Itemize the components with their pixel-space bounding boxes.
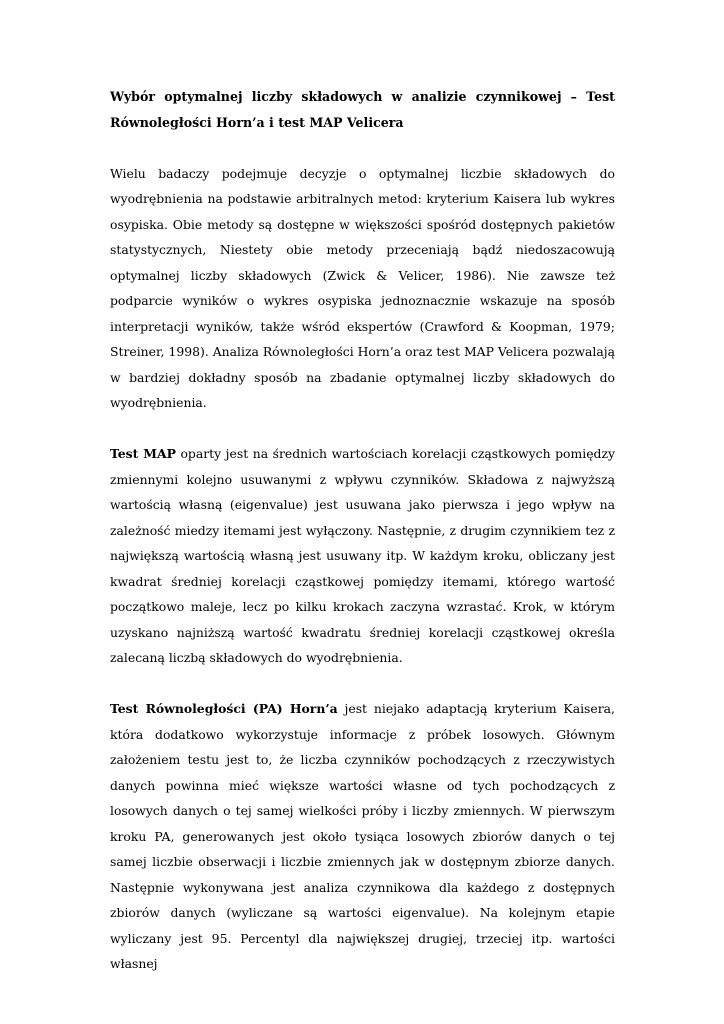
term-map-test: Test MAP <box>110 446 176 461</box>
paragraph-map-test <box>110 441 615 671</box>
paragraph-map-test-body: oparty jest na średnich wartościach korelacji cząstkowych pomiędzy zmiennymi kolejno usuwanymi z wpływu czynników. Składowa z najwyższą wartością własną (eigenvalue) jest usuwana jako pierwsza i jego wpływ na zależność miedzy itemami jest wyłączony. Następnie, z drugim czynnikiem tez z największą wartością własną jest usuwany itp. W każdym kroku, obliczany jest kwadrat średniej korelacji cząstkowej pomiędzy itemami, którego wartość początkowo maleje, lecz po kilku krokach zaczyna wzrastać. Krok, w którym uzyskano najniższą wartość kwadratu średniej korelacji cząstkowej określa zalecaną liczbą składowych do wyodrębnienia. <box>110 446 615 665</box>
spacer <box>110 416 615 442</box>
paragraph-parallel-analysis <box>110 696 615 977</box>
paragraph-intro: Wielu badaczy podejmuje decyzje o optymalnej liczbie składowych do wyodrębnienia na podstawie arbitralnych metod: kryterium Kaisera lub wykres osypiska. Obie metody są dostępne w większości spośród dostępnych pakietów statystycznych, Niestety obie metody przeceniają bądź niedoszacowują optymalnej liczby składowych (Zwick & Velicer, 1986). Nie zawsze też podparcie wyników o wykres osypiska jednoznacznie wskazuje na sposób interpretacji wyników, także wśród ekspertów (Crawford & Koopman, 1979; Streiner, 1998). Analiza Równoległości Horn’a oraz test MAP Velicera pozwalają w bardziej dokładny sposób na zbadanie optymalnej liczby składowych do wyodrębnienia. <box>110 165 615 410</box>
spacer <box>110 135 615 161</box>
paragraph-parallel-analysis-body: jest niejako adaptacją kryterium Kaisera, która dodatkowo wykorzystuje informacje z próbek losowych. Głównym założeniem testu jest to, że liczba czynników pochodzących z rzeczywistych danych powinna mieć większe wartości własne od tych pochodzących z losowych danych o tej samej wielkości próby i liczby zmiennych. W pierwszym kroku PA, generowanych jest około tysiąca losowych zbiorów danych o tej samej liczbie obserwacji i liczbie zmiennych jak w dostępnym zbiorze danych. Następnie wykonywana jest analiza czynnikowa dla każdego z dostępnych zbiorów danych (wyliczane są wartości eigenvalue). Na kolejnym etapie wyliczany jest 95. Percentyl dla największej drugiej, trzeciej itp. wartości własnej <box>110 701 615 971</box>
document-page <box>110 84 615 977</box>
term-parallel-analysis: Test Równoległości (PA) Horn’a <box>110 701 338 716</box>
document-title: Wybór optymalnej liczby składowych w analizie czynnikowej – Test Równoległości Horn’a i test MAP Velicera <box>110 89 615 130</box>
spacer <box>110 671 615 697</box>
